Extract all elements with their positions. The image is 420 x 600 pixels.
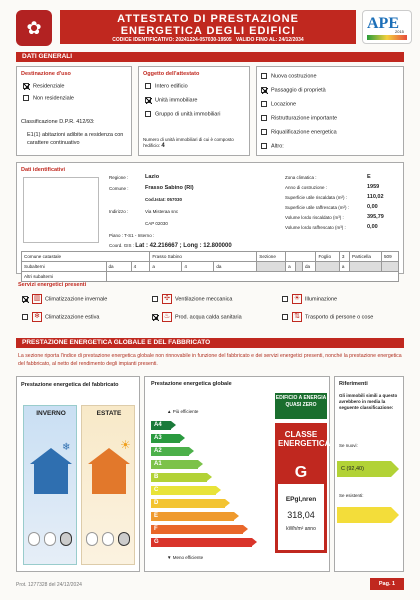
- se-nuovi-value: C (92,40): [341, 466, 364, 472]
- sad-icon-selected: [118, 532, 130, 546]
- regione-label: Regione :: [109, 175, 129, 180]
- servizi-title: Servizi energetici presenti: [18, 282, 87, 288]
- energy-class-c: C: [151, 486, 216, 495]
- indirizzo-value: Via Misteraa snc: [145, 209, 179, 214]
- servizio-ventilazione[interactable]: [152, 294, 232, 304]
- riqualificazione-option[interactable]: [261, 129, 337, 135]
- passaggio-proprieta-label: Passaggio di proprietà: [271, 87, 326, 94]
- intero-edificio-option[interactable]: [145, 83, 188, 89]
- intero-edificio-checkbox[interactable]: [145, 83, 151, 89]
- globale-box: [144, 376, 330, 572]
- header-codes: [60, 37, 356, 43]
- code-label: CODICE IDENTIFICATIVO:: [112, 37, 175, 43]
- nzeb-box: EDIFICIO A ENERGIA QUASI ZERO: [275, 393, 327, 419]
- sub-da-label-2: da: [214, 262, 257, 272]
- comune-catastale-value: Frasso Sabino: [150, 252, 257, 262]
- snowflake-icon: ❄: [32, 312, 42, 322]
- meno-efficiente-label: Meno efficiente: [172, 555, 204, 560]
- smile-icon: [28, 532, 40, 546]
- sup-risc-value: 110,02: [367, 194, 384, 200]
- globale-title: Prestazione energetica globale: [151, 381, 232, 387]
- elevator-icon: ⇅: [292, 312, 302, 322]
- non-residenziale-option[interactable]: [23, 95, 74, 101]
- grey-cell: [296, 262, 303, 272]
- ventilazione-checkbox[interactable]: [152, 296, 158, 302]
- residenziale-checkbox[interactable]: [23, 83, 29, 89]
- fabbricato-box: [16, 376, 140, 572]
- oggetto-box: [138, 66, 250, 156]
- grey-cell: [316, 262, 339, 272]
- snowflake-icon: ❄: [62, 442, 71, 453]
- cap-value: CAP 02030: [145, 221, 168, 226]
- acqua-calda-checkbox[interactable]: [152, 314, 158, 320]
- valid-label: VALIDO FINO AL:: [235, 37, 278, 43]
- altri-subalterni-value: [106, 272, 399, 282]
- sun-icon: ☀: [120, 438, 131, 452]
- se-nuovi-arrow: [337, 461, 391, 477]
- ape-logo-bar: [367, 35, 407, 40]
- servizio-label: Trasporto di persone o cose: [305, 314, 374, 321]
- meno-efficiente: ▼ Meno efficiente: [167, 555, 204, 560]
- altro-option[interactable]: [261, 143, 284, 149]
- sub-da-label-3: da: [302, 262, 316, 272]
- catasto-row-3: [22, 272, 399, 282]
- unita-immobiliare-checkbox[interactable]: [145, 97, 151, 103]
- house-summer-icon: [92, 464, 126, 494]
- vol-risc-value: 395,79: [367, 214, 384, 220]
- fabbricato-title: Prestazione energetica del fabbricato: [21, 382, 119, 388]
- prestazione-intro: La sezione riporta l'indice di prestazione energetica globale non rinnovabile in funzione del fabbricato e dei servizi energetici presenti, nonché la prestazione energetica del fabbricato, al netto del rendimento degli impianti presenti.: [18, 353, 402, 367]
- anno-value: 1959: [367, 184, 380, 190]
- intero-edificio-label: Intero edificio: [155, 83, 188, 90]
- sub-a-value: 4: [182, 262, 214, 272]
- energy-class-a2: A2: [151, 447, 189, 456]
- valid-value: 24/12/2034: [278, 37, 304, 43]
- codistat-value: 057030: [167, 197, 183, 202]
- zona-label: Zona climatica :: [285, 175, 317, 180]
- coord-label: Coord. GIS :: [109, 243, 135, 248]
- nuova-costruzione-checkbox[interactable]: [261, 73, 267, 79]
- ristrutturazione-option[interactable]: [261, 115, 337, 121]
- climatizzazione-invernale-checkbox[interactable]: [22, 296, 28, 302]
- servizio-trasporto[interactable]: [282, 312, 373, 322]
- residenziale-label: Residenziale: [33, 83, 65, 90]
- climatizzazione-estiva-checkbox[interactable]: [22, 314, 28, 320]
- altro-checkbox[interactable]: [261, 143, 267, 149]
- nuova-costruzione-label: Nuova costruzione: [271, 73, 317, 80]
- servizio-label: Ventilazione meccanica: [175, 296, 233, 303]
- classe-box: [275, 423, 331, 553]
- piu-efficiente: ▲ Più efficiente: [167, 409, 199, 414]
- regione-value: Lazio: [145, 174, 160, 180]
- lightbulb-icon: ☀: [293, 295, 301, 302]
- piano-value: Piano : T-S1 - Interno :: [109, 233, 155, 238]
- document-title: [60, 13, 356, 37]
- classe-label: CLASSE ENERGETICA: [278, 426, 324, 464]
- oggetto-title: Oggetto dell'attestato: [143, 71, 200, 77]
- motivazione-box: [256, 66, 404, 156]
- section-dati-generali: DATI GENERALI: [16, 52, 404, 62]
- subalterni-label: Subalterni: [22, 262, 107, 272]
- nuova-costruzione-option[interactable]: [261, 73, 317, 79]
- ristrutturazione-checkbox[interactable]: [261, 115, 267, 121]
- locazione-option[interactable]: [261, 101, 296, 107]
- sezione-value: [286, 252, 316, 262]
- foglio-label: Foglio: [316, 252, 339, 262]
- destinazione-title: Destinazione d'uso: [21, 71, 71, 77]
- ape-logo-text: APE: [367, 15, 399, 32]
- epgl-value: 318,04: [287, 510, 315, 520]
- fan-icon: ✣: [162, 294, 172, 304]
- residenziale-option[interactable]: [23, 83, 65, 89]
- indirizzo-label: Indirizzo :: [109, 209, 129, 214]
- servizio-climatizzazione-estiva[interactable]: [22, 312, 99, 322]
- coord-gis: [109, 243, 232, 249]
- ape-logo: [362, 10, 412, 44]
- vol-raff-value: 0,00: [367, 224, 378, 230]
- grey-cell: [257, 262, 286, 272]
- region-logo-icon: ✿: [16, 10, 52, 46]
- numero-unita-value: 4: [161, 143, 165, 149]
- passaggio-proprieta-checkbox[interactable]: [261, 87, 267, 93]
- locazione-label: Locazione: [271, 101, 297, 108]
- piu-efficiente-label: Più efficiente: [172, 409, 199, 414]
- codistat-label: Cod.Istat:: [145, 197, 166, 202]
- sub-a-label-3: a: [339, 262, 349, 272]
- riferimenti-text: Gli immobili simili a questo avrebbero in media la seguente classificazione:: [339, 393, 398, 410]
- header-title-band: [60, 10, 356, 44]
- water-tap-icon: ♨: [163, 313, 171, 320]
- energy-class-a4: A4: [151, 421, 171, 430]
- servizio-label: Prod. acqua calda sanitaria: [175, 314, 242, 321]
- neutral-icon: [102, 532, 114, 546]
- sup-raff-label: Superficie utile raffrescata (m²) :: [285, 205, 349, 210]
- codistat: [145, 197, 182, 202]
- title-line-1: ATTESTATO DI PRESTAZIONE: [117, 13, 299, 25]
- sup-raff-value: 0,00: [367, 204, 378, 210]
- code-value: 20241224-057030-19505: [175, 37, 232, 43]
- smile-icon: [86, 532, 98, 546]
- neutral-icon: [44, 532, 56, 546]
- altri-subalterni-label: Altri subalterni: [22, 272, 107, 282]
- inverno-panel: [23, 405, 77, 565]
- zona-value: E: [367, 174, 371, 180]
- ape-logo-year: 2015: [395, 29, 404, 34]
- gruppo-unita-checkbox[interactable]: [145, 111, 151, 117]
- riqualificazione-checkbox[interactable]: [261, 129, 267, 135]
- sad-icon-selected: [60, 532, 72, 546]
- vol-raff-label: Volume lordo raffrescato (m³) :: [285, 225, 346, 230]
- comune-label: Comune :: [109, 186, 129, 191]
- epgl-unit: kWh/m² anno: [286, 526, 316, 532]
- radiator-icon: ▥: [33, 295, 41, 302]
- altro-label: Altro:: [271, 143, 284, 150]
- sezione-label: Sezione: [257, 252, 286, 262]
- destinazione-box: [16, 66, 132, 156]
- riqualificazione-label: Riqualificazione energetica: [271, 129, 337, 136]
- energy-class-f: F: [151, 525, 243, 534]
- title-line-2: ENERGETICA DEGLI EDIFICI: [120, 25, 296, 37]
- estate-panel: [81, 405, 135, 565]
- servizio-acqua-calda[interactable]: [152, 312, 242, 322]
- riferimenti-title: Riferimenti: [339, 381, 368, 387]
- vol-risc-label: Volume lordo riscaldato (m³) :: [285, 215, 344, 220]
- grey-cell: [381, 262, 398, 272]
- energy-class-d: D: [151, 499, 225, 508]
- house-winter-icon: [34, 464, 68, 494]
- sub-a-label: a: [150, 262, 182, 272]
- epgl-label: EPgl,nren: [285, 496, 317, 503]
- servizio-label: Climatizzazione invernale: [45, 296, 108, 303]
- se-nuovi-label: Se nuovi:: [339, 443, 358, 448]
- unita-immobiliare-option[interactable]: [145, 97, 198, 103]
- trasporto-checkbox[interactable]: [282, 314, 288, 320]
- building-photo-placeholder: [23, 177, 99, 243]
- comune-catastale-label: Comune catastale: [22, 252, 150, 262]
- footer-protocol: Prot. 1277328 del 24/12/2024: [16, 582, 82, 588]
- servizio-illuminazione[interactable]: [282, 294, 337, 304]
- sub-a-label-2: a: [286, 262, 296, 272]
- particella-value: 509: [381, 252, 398, 262]
- coord-value: Lat : 42.216667 ; Long : 12.800000: [135, 243, 232, 249]
- servizio-label: Climatizzazione estiva: [45, 314, 100, 321]
- sub-da-value: 4: [131, 262, 150, 272]
- energy-class-a3: A3: [151, 434, 180, 443]
- classe-value: G: [278, 464, 324, 484]
- numero-unita: [143, 137, 247, 149]
- energy-class-a1: A1: [151, 460, 198, 469]
- energy-class-b: B: [151, 473, 207, 482]
- unita-immobiliare-label: Unità immobiliare: [155, 97, 198, 104]
- numero-unita-label: Numero di unità immobiliari di cui è composto l'edificio:: [143, 137, 234, 148]
- ristrutturazione-label: Ristrutturazione importante: [271, 115, 338, 122]
- classificazione-value: E1(1) abitazioni adibite a residenza con carattere continuativo: [27, 132, 124, 146]
- document-header: [8, 6, 412, 46]
- section-prestazione: PRESTAZIONE ENERGETICA GLOBALE E DEL FABBRICATO: [16, 338, 404, 348]
- page-number: Pag. 1: [370, 578, 404, 590]
- catasto-row-2: [22, 262, 399, 272]
- catasto-table: [21, 251, 399, 282]
- energy-class-g: G: [151, 538, 252, 547]
- anno-label: Anno di costruzione :: [285, 185, 328, 190]
- gruppo-unita-option[interactable]: [145, 111, 220, 117]
- classificazione-label: Classificazione D.P.R. 412/93:: [21, 119, 95, 125]
- non-residenziale-label: Non residenziale: [33, 95, 74, 102]
- se-esistenti-label: Se esistenti:: [339, 493, 364, 498]
- passaggio-proprieta-option[interactable]: [261, 87, 326, 93]
- gruppo-unita-label: Gruppo di unità immobiliari: [155, 111, 221, 118]
- servizio-climatizzazione-invernale[interactable]: [22, 294, 107, 304]
- sup-risc-label: Superficie utile riscaldata (m²) :: [285, 195, 348, 200]
- locazione-checkbox[interactable]: [261, 101, 267, 107]
- energy-class-e: E: [151, 512, 234, 521]
- particella-label: Particella: [350, 252, 382, 262]
- sub-da-label: da: [106, 262, 131, 272]
- foglio-value: 3: [339, 252, 349, 262]
- inverno-label: INVERNO: [36, 410, 66, 417]
- non-residenziale-checkbox[interactable]: [23, 95, 29, 101]
- se-esistenti-arrow: [337, 507, 391, 523]
- grey-cell: [350, 262, 382, 272]
- comune-value: Frasso Sabino (RI): [145, 185, 194, 191]
- riferimenti-box: [334, 376, 404, 572]
- estate-label: ESTATE: [96, 410, 122, 417]
- catasto-row-1: [22, 252, 399, 262]
- dati-identificativi-title: Dati identificativi: [21, 167, 66, 173]
- dati-identificativi-box: [16, 162, 404, 279]
- servizio-label: Illuminazione: [305, 296, 338, 303]
- illuminazione-checkbox[interactable]: [282, 296, 288, 302]
